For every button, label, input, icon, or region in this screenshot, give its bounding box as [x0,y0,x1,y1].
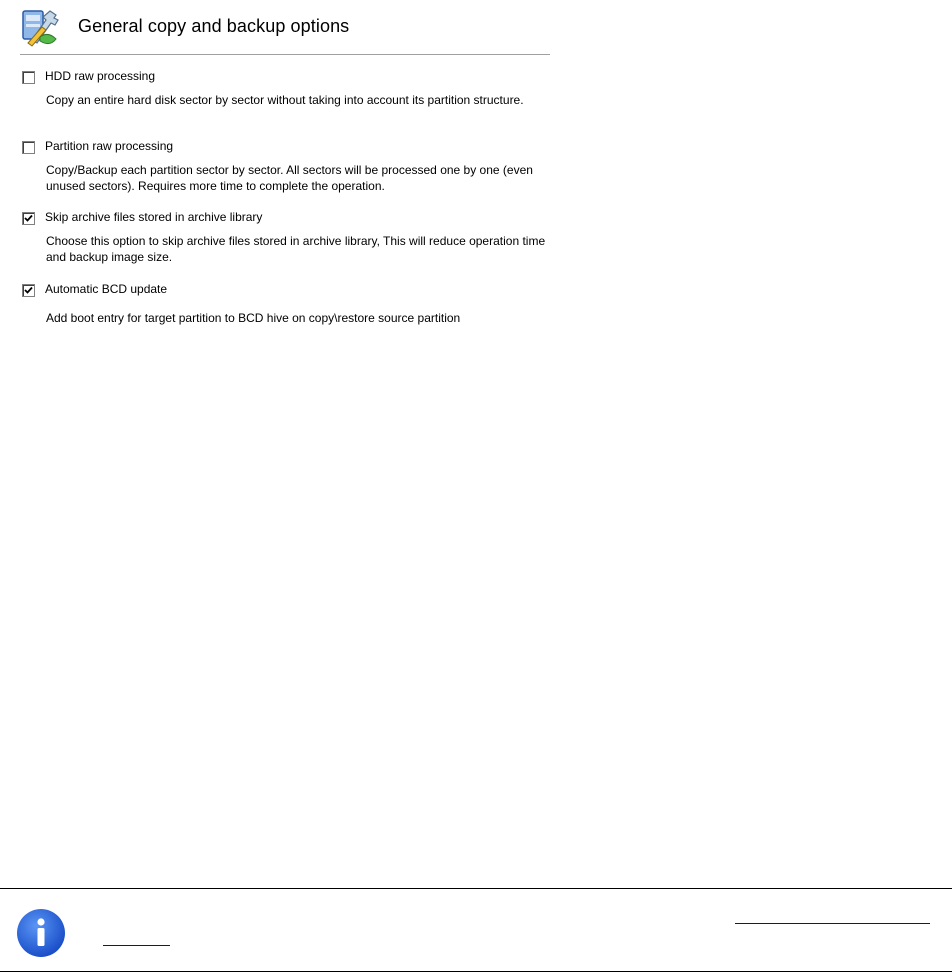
hdd-raw-processing-checkbox[interactable] [22,71,35,84]
automatic-bcd-update-checkbox[interactable] [22,284,35,297]
option-description: Choose this option to skip archive files stored in archive library, This will reduce operation time and backup image size. [46,234,546,264]
option-label: Automatic BCD update [45,282,168,296]
checkmark-icon [24,286,33,295]
info-icon [16,908,66,958]
page-title: General copy and backup options [78,16,350,36]
option-label: Skip archive files stored in archive library [45,210,263,224]
skip-archive-files-checkbox[interactable] [22,212,35,225]
option-description: Copy/Backup each partition sector by sector. All sectors will be processed one by one (even unused sectors). Requires more time to complete the operation. [46,163,533,193]
tools-settings-icon [20,7,64,49]
cross-reference-link[interactable] [735,923,930,924]
partition-raw-processing-checkbox[interactable] [22,141,35,154]
option-description: Copy an entire hard disk sector by sector without taking into account its partition structure. [46,93,524,107]
checkmark-icon [24,214,33,223]
option-label: Partition raw processing [45,139,174,153]
cross-reference-link-continued[interactable] [103,945,170,946]
option-label: HDD raw processing [45,69,156,83]
option-description: Add boot entry for target partition to BCD hive on copy\restore source partition [46,311,461,325]
title-divider [20,54,550,55]
note-box [0,888,952,972]
copy-backup-options-panel [0,0,560,340]
